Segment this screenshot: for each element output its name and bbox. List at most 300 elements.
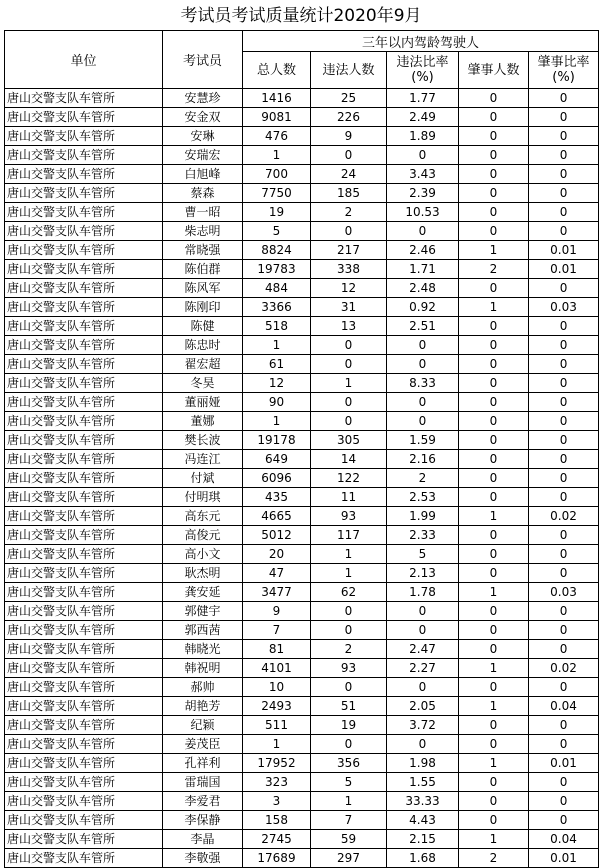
cell-violation-rate[interactable]: 2 bbox=[387, 469, 459, 488]
cell-violations[interactable]: 2 bbox=[311, 203, 387, 222]
cell-violations[interactable]: 0 bbox=[311, 678, 387, 697]
cell-accidents[interactable]: 0 bbox=[459, 146, 529, 165]
table-row bbox=[5, 355, 599, 374]
cell-unit[interactable]: 唐山交警支队车管所 bbox=[5, 583, 163, 602]
cell-accidents[interactable]: 0 bbox=[459, 811, 529, 830]
cell-accident-rate[interactable]: 0 bbox=[529, 108, 599, 127]
cell-violations[interactable]: 0 bbox=[311, 621, 387, 640]
cell-violations[interactable]: 19 bbox=[311, 716, 387, 735]
cell-unit[interactable]: 唐山交警支队车管所 bbox=[5, 830, 163, 849]
cell-accidents[interactable]: 1 bbox=[459, 659, 529, 678]
cell-unit[interactable]: 唐山交警支队车管所 bbox=[5, 127, 163, 146]
cell-total[interactable]: 7750 bbox=[243, 184, 311, 203]
cell-accident-rate[interactable]: 0 bbox=[529, 526, 599, 545]
cell-examiner[interactable]: 付斌 bbox=[163, 469, 243, 488]
cell-violation-rate[interactable]: 3.43 bbox=[387, 165, 459, 184]
cell-accident-rate[interactable]: 0.03 bbox=[529, 298, 599, 317]
cell-accident-rate[interactable]: 0.04 bbox=[529, 697, 599, 716]
cell-examiner[interactable]: 安琳 bbox=[163, 127, 243, 146]
cell-violations[interactable]: 0 bbox=[311, 602, 387, 621]
cell-accident-rate[interactable]: 0 bbox=[529, 127, 599, 146]
cell-unit[interactable]: 唐山交警支队车管所 bbox=[5, 507, 163, 526]
cell-unit[interactable]: 唐山交警支队车管所 bbox=[5, 279, 163, 298]
cell-examiner[interactable]: 高东元 bbox=[163, 507, 243, 526]
cell-violation-rate[interactable]: 0.92 bbox=[387, 298, 459, 317]
cell-violations[interactable]: 117 bbox=[311, 526, 387, 545]
cell-unit[interactable]: 唐山交警支队车管所 bbox=[5, 811, 163, 830]
cell-unit[interactable]: 唐山交警支队车管所 bbox=[5, 222, 163, 241]
cell-examiner[interactable]: 李晶 bbox=[163, 830, 243, 849]
cell-accident-rate[interactable]: 0 bbox=[529, 773, 599, 792]
cell-examiner[interactable]: 冬昊 bbox=[163, 374, 243, 393]
cell-violations[interactable]: 185 bbox=[311, 184, 387, 203]
cell-examiner[interactable]: 陈健 bbox=[163, 317, 243, 336]
cell-violation-rate[interactable]: 4.43 bbox=[387, 811, 459, 830]
cell-total[interactable]: 158 bbox=[243, 811, 311, 830]
cell-total[interactable]: 17952 bbox=[243, 754, 311, 773]
cell-violation-rate[interactable]: 0 bbox=[387, 355, 459, 374]
cell-total[interactable]: 5012 bbox=[243, 526, 311, 545]
cell-violation-rate[interactable]: 2.15 bbox=[387, 830, 459, 849]
cell-unit[interactable]: 唐山交警支队车管所 bbox=[5, 526, 163, 545]
cell-unit[interactable]: 唐山交警支队车管所 bbox=[5, 659, 163, 678]
cell-accidents[interactable]: 2 bbox=[459, 849, 529, 868]
cell-accidents[interactable]: 0 bbox=[459, 336, 529, 355]
cell-violation-rate[interactable]: 2.39 bbox=[387, 184, 459, 203]
cell-accidents[interactable]: 0 bbox=[459, 526, 529, 545]
cell-accidents[interactable]: 1 bbox=[459, 697, 529, 716]
cell-violations[interactable]: 0 bbox=[311, 355, 387, 374]
cell-accident-rate[interactable]: 0 bbox=[529, 184, 599, 203]
cell-accident-rate[interactable]: 0 bbox=[529, 355, 599, 374]
cell-examiner[interactable]: 高小文 bbox=[163, 545, 243, 564]
cell-examiner[interactable]: 雷瑞国 bbox=[163, 773, 243, 792]
cell-total[interactable]: 4665 bbox=[243, 507, 311, 526]
cell-unit[interactable]: 唐山交警支队车管所 bbox=[5, 849, 163, 868]
cell-accidents[interactable]: 0 bbox=[459, 279, 529, 298]
cell-violation-rate[interactable]: 2.05 bbox=[387, 697, 459, 716]
cell-violation-rate[interactable]: 33.33 bbox=[387, 792, 459, 811]
cell-violations[interactable]: 9 bbox=[311, 127, 387, 146]
cell-violations[interactable]: 1 bbox=[311, 374, 387, 393]
cell-accidents[interactable]: 1 bbox=[459, 241, 529, 260]
cell-examiner[interactable]: 郭健宇 bbox=[163, 602, 243, 621]
cell-violations[interactable]: 11 bbox=[311, 488, 387, 507]
table-row bbox=[5, 716, 599, 735]
cell-violations[interactable]: 2 bbox=[311, 640, 387, 659]
cell-violations[interactable]: 24 bbox=[311, 165, 387, 184]
cell-accident-rate[interactable]: 0.03 bbox=[529, 583, 599, 602]
table-row bbox=[5, 469, 599, 488]
cell-accident-rate[interactable]: 0 bbox=[529, 735, 599, 754]
cell-total[interactable]: 81 bbox=[243, 640, 311, 659]
cell-accidents[interactable]: 0 bbox=[459, 108, 529, 127]
cell-accidents[interactable]: 0 bbox=[459, 488, 529, 507]
cell-violations[interactable]: 217 bbox=[311, 241, 387, 260]
cell-violations[interactable]: 297 bbox=[311, 849, 387, 868]
cell-violations[interactable]: 51 bbox=[311, 697, 387, 716]
cell-unit[interactable]: 唐山交警支队车管所 bbox=[5, 431, 163, 450]
cell-total[interactable]: 2493 bbox=[243, 697, 311, 716]
cell-examiner[interactable]: 陈伯群 bbox=[163, 260, 243, 279]
cell-accidents[interactable]: 0 bbox=[459, 184, 529, 203]
cell-accidents[interactable]: 0 bbox=[459, 773, 529, 792]
cell-accidents[interactable]: 0 bbox=[459, 412, 529, 431]
cell-violations[interactable]: 14 bbox=[311, 450, 387, 469]
cell-total[interactable]: 47 bbox=[243, 564, 311, 583]
cell-examiner[interactable]: 安瑞宏 bbox=[163, 146, 243, 165]
cell-violation-rate[interactable]: 2.27 bbox=[387, 659, 459, 678]
cell-violations[interactable]: 226 bbox=[311, 108, 387, 127]
cell-unit[interactable]: 唐山交警支队车管所 bbox=[5, 640, 163, 659]
cell-unit[interactable]: 唐山交警支队车管所 bbox=[5, 355, 163, 374]
cell-violation-rate[interactable]: 1.59 bbox=[387, 431, 459, 450]
cell-violation-rate[interactable]: 0 bbox=[387, 336, 459, 355]
cell-accident-rate[interactable]: 0 bbox=[529, 203, 599, 222]
cell-total[interactable]: 700 bbox=[243, 165, 311, 184]
cell-accident-rate[interactable]: 0 bbox=[529, 412, 599, 431]
cell-violation-rate[interactable]: 0 bbox=[387, 602, 459, 621]
cell-unit[interactable]: 唐山交警支队车管所 bbox=[5, 564, 163, 583]
table-row bbox=[5, 811, 599, 830]
cell-examiner[interactable]: 李保静 bbox=[163, 811, 243, 830]
cell-unit[interactable]: 唐山交警支队车管所 bbox=[5, 146, 163, 165]
cell-accidents[interactable]: 1 bbox=[459, 754, 529, 773]
cell-unit[interactable]: 唐山交警支队车管所 bbox=[5, 412, 163, 431]
cell-violations[interactable]: 13 bbox=[311, 317, 387, 336]
cell-total[interactable]: 1 bbox=[243, 336, 311, 355]
cell-total[interactable]: 12 bbox=[243, 374, 311, 393]
cell-accident-rate[interactable]: 0 bbox=[529, 450, 599, 469]
cell-unit[interactable]: 唐山交警支队车管所 bbox=[5, 621, 163, 640]
cell-total[interactable]: 5 bbox=[243, 222, 311, 241]
cell-accidents[interactable]: 0 bbox=[459, 374, 529, 393]
cell-accident-rate[interactable]: 0.01 bbox=[529, 260, 599, 279]
cell-accidents[interactable]: 1 bbox=[459, 583, 529, 602]
cell-violation-rate[interactable]: 10.53 bbox=[387, 203, 459, 222]
cell-violations[interactable]: 0 bbox=[311, 412, 387, 431]
cell-accident-rate[interactable]: 0 bbox=[529, 89, 599, 108]
cell-accident-rate[interactable]: 0 bbox=[529, 469, 599, 488]
cell-total[interactable]: 1 bbox=[243, 735, 311, 754]
cell-total[interactable]: 476 bbox=[243, 127, 311, 146]
cell-examiner[interactable]: 李爱君 bbox=[163, 792, 243, 811]
cell-total[interactable]: 6096 bbox=[243, 469, 311, 488]
cell-total[interactable]: 511 bbox=[243, 716, 311, 735]
cell-accidents[interactable]: 0 bbox=[459, 564, 529, 583]
cell-unit[interactable]: 唐山交警支队车管所 bbox=[5, 735, 163, 754]
cell-total[interactable]: 649 bbox=[243, 450, 311, 469]
cell-unit[interactable]: 唐山交警支队车管所 bbox=[5, 792, 163, 811]
cell-total[interactable]: 3 bbox=[243, 792, 311, 811]
cell-accident-rate[interactable]: 0 bbox=[529, 792, 599, 811]
cell-examiner[interactable]: 耿杰明 bbox=[163, 564, 243, 583]
cell-accidents[interactable]: 0 bbox=[459, 640, 529, 659]
cell-violations[interactable]: 12 bbox=[311, 279, 387, 298]
cell-violation-rate[interactable]: 1.98 bbox=[387, 754, 459, 773]
cell-unit[interactable]: 唐山交警支队车管所 bbox=[5, 260, 163, 279]
cell-violations[interactable]: 0 bbox=[311, 222, 387, 241]
cell-total[interactable]: 3477 bbox=[243, 583, 311, 602]
cell-examiner[interactable]: 曹一昭 bbox=[163, 203, 243, 222]
cell-violations[interactable]: 7 bbox=[311, 811, 387, 830]
cell-examiner[interactable]: 柴志明 bbox=[163, 222, 243, 241]
cell-accident-rate[interactable]: 0 bbox=[529, 640, 599, 659]
cell-unit[interactable]: 唐山交警支队车管所 bbox=[5, 89, 163, 108]
cell-total[interactable]: 10 bbox=[243, 678, 311, 697]
table-row bbox=[5, 241, 599, 260]
cell-accident-rate[interactable]: 0.04 bbox=[529, 830, 599, 849]
cell-violation-rate[interactable]: 0 bbox=[387, 393, 459, 412]
cell-unit[interactable]: 唐山交警支队车管所 bbox=[5, 716, 163, 735]
cell-violation-rate[interactable]: 2.48 bbox=[387, 279, 459, 298]
cell-violation-rate[interactable]: 1.68 bbox=[387, 849, 459, 868]
cell-violation-rate[interactable]: 2.13 bbox=[387, 564, 459, 583]
cell-accident-rate[interactable]: 0 bbox=[529, 146, 599, 165]
cell-accident-rate[interactable]: 0 bbox=[529, 488, 599, 507]
cell-examiner[interactable]: 付明琪 bbox=[163, 488, 243, 507]
cell-violation-rate[interactable]: 2.16 bbox=[387, 450, 459, 469]
cell-violation-rate[interactable]: 0 bbox=[387, 222, 459, 241]
cell-violation-rate[interactable]: 0 bbox=[387, 146, 459, 165]
cell-accidents[interactable]: 0 bbox=[459, 393, 529, 412]
cell-accident-rate[interactable]: 0 bbox=[529, 317, 599, 336]
cell-unit[interactable]: 唐山交警支队车管所 bbox=[5, 678, 163, 697]
cell-total[interactable]: 1 bbox=[243, 412, 311, 431]
cell-violation-rate[interactable]: 1.99 bbox=[387, 507, 459, 526]
cell-violation-rate[interactable]: 1.55 bbox=[387, 773, 459, 792]
header-violation-rate: 违法比率 (%) bbox=[387, 52, 459, 89]
cell-accident-rate[interactable]: 0 bbox=[529, 564, 599, 583]
cell-accident-rate[interactable]: 0 bbox=[529, 165, 599, 184]
cell-accidents[interactable]: 0 bbox=[459, 165, 529, 184]
cell-examiner[interactable]: 孔祥利 bbox=[163, 754, 243, 773]
cell-examiner[interactable]: 郝帅 bbox=[163, 678, 243, 697]
cell-violation-rate[interactable]: 1.89 bbox=[387, 127, 459, 146]
cell-total[interactable]: 3366 bbox=[243, 298, 311, 317]
cell-violations[interactable]: 1 bbox=[311, 564, 387, 583]
cell-accidents[interactable]: 0 bbox=[459, 222, 529, 241]
cell-examiner[interactable]: 韩晓光 bbox=[163, 640, 243, 659]
cell-violation-rate[interactable]: 1.71 bbox=[387, 260, 459, 279]
cell-violations[interactable]: 93 bbox=[311, 507, 387, 526]
cell-total[interactable]: 323 bbox=[243, 773, 311, 792]
cell-accident-rate[interactable]: 0 bbox=[529, 678, 599, 697]
cell-accidents[interactable]: 0 bbox=[459, 735, 529, 754]
cell-examiner[interactable]: 安慧珍 bbox=[163, 89, 243, 108]
cell-violation-rate[interactable]: 1.78 bbox=[387, 583, 459, 602]
table-row bbox=[5, 279, 599, 298]
table-row bbox=[5, 621, 599, 640]
cell-total[interactable]: 484 bbox=[243, 279, 311, 298]
cell-violation-rate[interactable]: 2.51 bbox=[387, 317, 459, 336]
cell-unit[interactable]: 唐山交警支队车管所 bbox=[5, 697, 163, 716]
cell-accidents[interactable]: 0 bbox=[459, 431, 529, 450]
cell-violations[interactable]: 31 bbox=[311, 298, 387, 317]
cell-accidents[interactable]: 0 bbox=[459, 450, 529, 469]
cell-accidents[interactable]: 1 bbox=[459, 830, 529, 849]
cell-unit[interactable]: 唐山交警支队车管所 bbox=[5, 298, 163, 317]
cell-examiner[interactable]: 李敬强 bbox=[163, 849, 243, 868]
cell-total[interactable]: 435 bbox=[243, 488, 311, 507]
cell-examiner[interactable]: 樊长波 bbox=[163, 431, 243, 450]
cell-accidents[interactable]: 0 bbox=[459, 716, 529, 735]
cell-violation-rate[interactable]: 2.47 bbox=[387, 640, 459, 659]
cell-examiner[interactable]: 韩祝明 bbox=[163, 659, 243, 678]
cell-accidents[interactable]: 2 bbox=[459, 260, 529, 279]
cell-unit[interactable]: 唐山交警支队车管所 bbox=[5, 469, 163, 488]
cell-accidents[interactable]: 0 bbox=[459, 678, 529, 697]
cell-violations[interactable]: 1 bbox=[311, 545, 387, 564]
cell-total[interactable]: 19783 bbox=[243, 260, 311, 279]
cell-accident-rate[interactable]: 0 bbox=[529, 222, 599, 241]
cell-accident-rate[interactable]: 0 bbox=[529, 336, 599, 355]
cell-accident-rate[interactable]: 0.02 bbox=[529, 507, 599, 526]
cell-violations[interactable]: 122 bbox=[311, 469, 387, 488]
cell-violations[interactable]: 305 bbox=[311, 431, 387, 450]
cell-accident-rate[interactable]: 0.02 bbox=[529, 659, 599, 678]
cell-total[interactable]: 1416 bbox=[243, 89, 311, 108]
cell-examiner[interactable]: 胡艳芳 bbox=[163, 697, 243, 716]
cell-unit[interactable]: 唐山交警支队车管所 bbox=[5, 754, 163, 773]
header-row-top bbox=[5, 31, 599, 52]
cell-violations[interactable]: 5 bbox=[311, 773, 387, 792]
cell-unit[interactable]: 唐山交警支队车管所 bbox=[5, 184, 163, 203]
cell-accident-rate[interactable]: 0 bbox=[529, 279, 599, 298]
cell-total[interactable]: 19178 bbox=[243, 431, 311, 450]
cell-accidents[interactable]: 0 bbox=[459, 355, 529, 374]
table-row bbox=[5, 792, 599, 811]
cell-unit[interactable]: 唐山交警支队车管所 bbox=[5, 165, 163, 184]
table-row bbox=[5, 773, 599, 792]
cell-accident-rate[interactable]: 0 bbox=[529, 621, 599, 640]
cell-accident-rate[interactable]: 0.01 bbox=[529, 241, 599, 260]
cell-accident-rate[interactable]: 0 bbox=[529, 374, 599, 393]
cell-accidents[interactable]: 0 bbox=[459, 792, 529, 811]
cell-accidents[interactable]: 0 bbox=[459, 469, 529, 488]
cell-examiner[interactable]: 陈忠时 bbox=[163, 336, 243, 355]
cell-violation-rate[interactable]: 8.33 bbox=[387, 374, 459, 393]
cell-total[interactable]: 19 bbox=[243, 203, 311, 222]
cell-violation-rate[interactable]: 3.72 bbox=[387, 716, 459, 735]
cell-examiner[interactable]: 陈刚印 bbox=[163, 298, 243, 317]
cell-accident-rate[interactable]: 0 bbox=[529, 602, 599, 621]
cell-unit[interactable]: 唐山交警支队车管所 bbox=[5, 602, 163, 621]
cell-violation-rate[interactable]: 2.46 bbox=[387, 241, 459, 260]
cell-examiner[interactable]: 郭西茜 bbox=[163, 621, 243, 640]
cell-total[interactable]: 2745 bbox=[243, 830, 311, 849]
cell-violation-rate[interactable]: 0 bbox=[387, 735, 459, 754]
cell-total[interactable]: 518 bbox=[243, 317, 311, 336]
cell-violation-rate[interactable]: 1.77 bbox=[387, 89, 459, 108]
cell-accident-rate[interactable]: 0 bbox=[529, 431, 599, 450]
cell-total[interactable]: 90 bbox=[243, 393, 311, 412]
cell-total[interactable]: 61 bbox=[243, 355, 311, 374]
cell-examiner[interactable]: 董娜 bbox=[163, 412, 243, 431]
cell-violation-rate[interactable]: 2.49 bbox=[387, 108, 459, 127]
cell-examiner[interactable]: 高俊元 bbox=[163, 526, 243, 545]
cell-total[interactable]: 7 bbox=[243, 621, 311, 640]
cell-unit[interactable]: 唐山交警支队车管所 bbox=[5, 450, 163, 469]
cell-total[interactable]: 4101 bbox=[243, 659, 311, 678]
cell-accident-rate[interactable]: 0 bbox=[529, 716, 599, 735]
cell-examiner[interactable]: 冯连江 bbox=[163, 450, 243, 469]
cell-unit[interactable]: 唐山交警支队车管所 bbox=[5, 393, 163, 412]
cell-violations[interactable]: 0 bbox=[311, 146, 387, 165]
cell-total[interactable]: 9081 bbox=[243, 108, 311, 127]
cell-unit[interactable]: 唐山交警支队车管所 bbox=[5, 108, 163, 127]
cell-violations[interactable]: 62 bbox=[311, 583, 387, 602]
cell-accident-rate[interactable]: 0.01 bbox=[529, 849, 599, 868]
cell-violations[interactable]: 25 bbox=[311, 89, 387, 108]
cell-violations[interactable]: 0 bbox=[311, 336, 387, 355]
cell-violations[interactable]: 338 bbox=[311, 260, 387, 279]
cell-unit[interactable]: 唐山交警支队车管所 bbox=[5, 241, 163, 260]
cell-unit[interactable]: 唐山交警支队车管所 bbox=[5, 317, 163, 336]
table-row bbox=[5, 450, 599, 469]
cell-examiner[interactable]: 姜茂臣 bbox=[163, 735, 243, 754]
cell-examiner[interactable]: 董丽娅 bbox=[163, 393, 243, 412]
cell-examiner[interactable]: 安金双 bbox=[163, 108, 243, 127]
cell-unit[interactable]: 唐山交警支队车管所 bbox=[5, 773, 163, 792]
cell-accidents[interactable]: 0 bbox=[459, 317, 529, 336]
cell-examiner[interactable]: 陈风军 bbox=[163, 279, 243, 298]
cell-total[interactable]: 9 bbox=[243, 602, 311, 621]
cell-violations[interactable]: 59 bbox=[311, 830, 387, 849]
cell-violation-rate[interactable]: 0 bbox=[387, 621, 459, 640]
cell-examiner[interactable]: 纪颖 bbox=[163, 716, 243, 735]
cell-examiner[interactable]: 蔡森 bbox=[163, 184, 243, 203]
cell-violation-rate[interactable]: 0 bbox=[387, 412, 459, 431]
cell-accidents[interactable]: 0 bbox=[459, 545, 529, 564]
cell-accidents[interactable]: 0 bbox=[459, 602, 529, 621]
cell-violations[interactable]: 356 bbox=[311, 754, 387, 773]
cell-violation-rate[interactable]: 0 bbox=[387, 678, 459, 697]
cell-violations[interactable]: 1 bbox=[311, 792, 387, 811]
cell-accident-rate[interactable]: 0 bbox=[529, 811, 599, 830]
cell-violations[interactable]: 93 bbox=[311, 659, 387, 678]
cell-accident-rate[interactable]: 0 bbox=[529, 545, 599, 564]
cell-examiner[interactable]: 常晓强 bbox=[163, 241, 243, 260]
cell-violation-rate[interactable]: 2.33 bbox=[387, 526, 459, 545]
cell-unit[interactable]: 唐山交警支队车管所 bbox=[5, 374, 163, 393]
cell-accidents[interactable]: 0 bbox=[459, 203, 529, 222]
cell-accidents[interactable]: 0 bbox=[459, 127, 529, 146]
cell-unit[interactable]: 唐山交警支队车管所 bbox=[5, 203, 163, 222]
cell-total[interactable]: 8824 bbox=[243, 241, 311, 260]
cell-accidents[interactable]: 1 bbox=[459, 298, 529, 317]
cell-accident-rate[interactable]: 0.01 bbox=[529, 754, 599, 773]
cell-violation-rate[interactable]: 2.53 bbox=[387, 488, 459, 507]
cell-total[interactable]: 17689 bbox=[243, 849, 311, 868]
cell-examiner[interactable]: 龚安延 bbox=[163, 583, 243, 602]
cell-unit[interactable]: 唐山交警支队车管所 bbox=[5, 336, 163, 355]
cell-accidents[interactable]: 1 bbox=[459, 507, 529, 526]
cell-accidents[interactable]: 0 bbox=[459, 621, 529, 640]
cell-violations[interactable]: 0 bbox=[311, 735, 387, 754]
cell-unit[interactable]: 唐山交警支队车管所 bbox=[5, 488, 163, 507]
cell-total[interactable]: 1 bbox=[243, 146, 311, 165]
cell-accident-rate[interactable]: 0 bbox=[529, 393, 599, 412]
table-row bbox=[5, 127, 599, 146]
cell-examiner[interactable]: 翟宏超 bbox=[163, 355, 243, 374]
cell-violation-rate[interactable]: 5 bbox=[387, 545, 459, 564]
cell-examiner[interactable]: 白旭峰 bbox=[163, 165, 243, 184]
cell-accidents[interactable]: 0 bbox=[459, 89, 529, 108]
cell-total[interactable]: 20 bbox=[243, 545, 311, 564]
cell-unit[interactable]: 唐山交警支队车管所 bbox=[5, 545, 163, 564]
cell-violations[interactable]: 0 bbox=[311, 393, 387, 412]
